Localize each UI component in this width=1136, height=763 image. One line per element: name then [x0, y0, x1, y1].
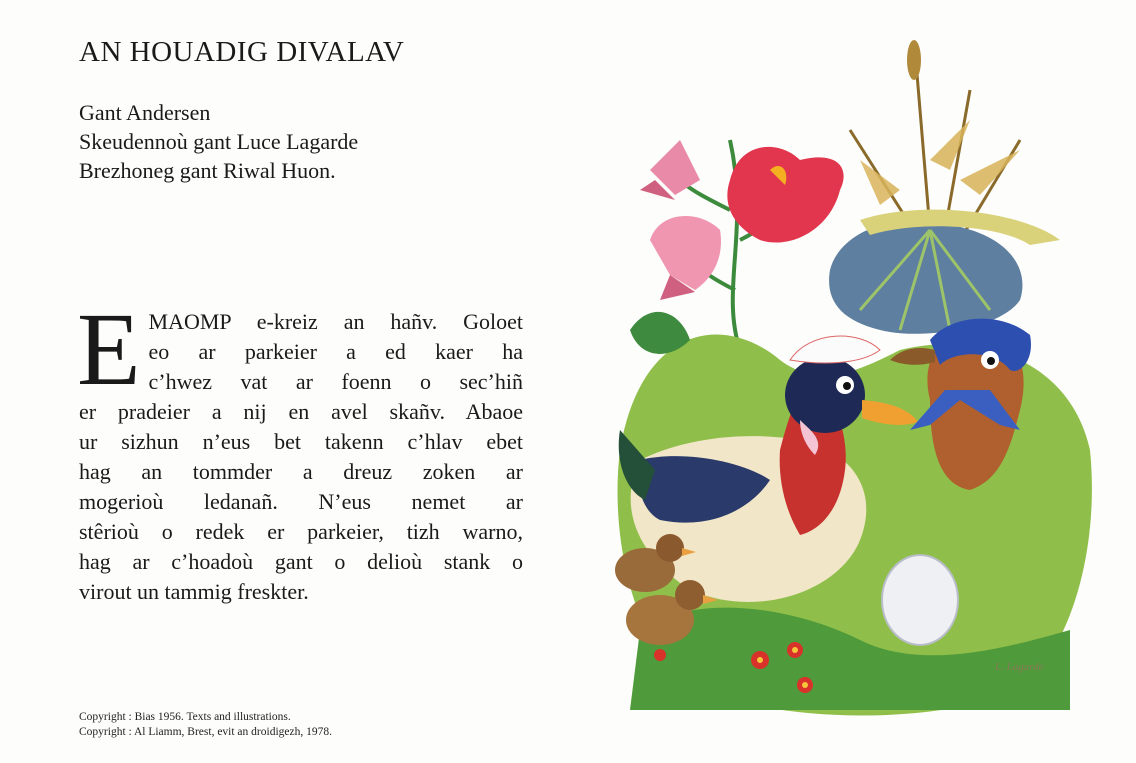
painter-signature: L. Lagarde: [995, 661, 1044, 673]
story-line: eo ar parkeier a ed kaer ha: [148, 339, 523, 364]
copyright-line: Copyright : Al Liamm, Brest, evit an droidigezh, 1978.: [79, 726, 332, 738]
story-line: c’hwez vat ar foenn o sec’hiñ: [148, 369, 523, 394]
story-line: mogerioù ledanañ. N’eus nemet ar: [79, 489, 523, 514]
leaf-umbrella: [829, 210, 1060, 334]
story-line: ur sizhun n’eus bet takenn c’hlav ebet: [79, 429, 523, 454]
story-line: MAOMP e-kreiz an hañv. Goloet: [148, 309, 523, 334]
egg: [882, 555, 958, 645]
credit-illustrator: Skeudennoù gant Luce Lagarde: [79, 129, 359, 154]
tulip-red: [727, 147, 843, 243]
credit-author: Gant Andersen: [79, 100, 211, 125]
credit-translator: Brezhoneg gant Riwal Huon.: [79, 158, 336, 183]
story-line: hag an tommder a dreuz zoken ar: [79, 459, 523, 484]
story-line: virout un tammig freskter.: [79, 579, 309, 604]
story-line: stêrioù o redek er parkeier, tizh warno,: [79, 519, 523, 544]
story-text: [77, 292, 523, 607]
duck-family-illustration: [600, 30, 1110, 730]
story-line: hag ar c’hoadoù gant o delioù stank o: [79, 549, 523, 574]
copyright-line: Copyright : Bias 1956. Texts and illustrations.: [79, 711, 291, 723]
story-line: er pradeier a nij en avel skañv. Abaoe: [79, 399, 523, 424]
bellflower-pink-2: [650, 216, 721, 300]
credits: [79, 98, 358, 185]
copyright-notice: [79, 710, 332, 740]
cattail: [907, 40, 921, 80]
drop-cap: E: [77, 292, 141, 407]
book-title: AN HOUADIG DIVALAV: [79, 36, 405, 68]
